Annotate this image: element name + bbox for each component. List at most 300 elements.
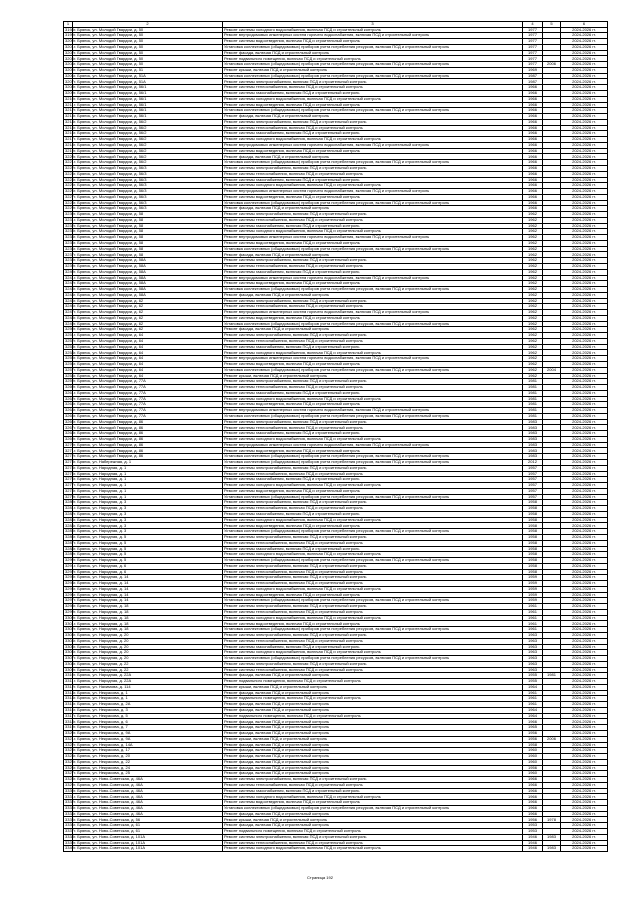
address: г. Брянск, ул. Молодой Гвардии, д. 50 (73, 50, 223, 56)
planned-period: 2024-2026 гг. (561, 558, 608, 564)
planned-period: 2024-2026 гг. (561, 408, 608, 414)
address: г. Брянск, ул. Молодой Гвардии, д. 77А (73, 385, 223, 391)
address: г. Брянск, ул. Народная, д. 5 (73, 534, 223, 540)
planned-period: 2024-2026 гг. (561, 667, 608, 673)
build-year: 1958 (523, 552, 543, 558)
work-type: Ремонт системы теплоснабжения, включая ПСД и строительный контроль (223, 581, 523, 587)
work-type: Ремонт системы холодного водоснабжения, включая ПСД и строительный контроль (223, 483, 523, 489)
address: г. Брянск, ул. Набережная, д. 1 (73, 460, 223, 466)
build-year: 1961 (523, 609, 543, 615)
row-number: 3233 (65, 228, 74, 234)
row-number: 3259 (65, 378, 74, 384)
planned-period: 2024-2026 гг. (561, 96, 608, 102)
work-type: Установка коллективных (общедомовых) приборов учета потребления ресурсов, включая ПСД и строительный контроль (223, 200, 523, 206)
row-number: 3213 (65, 113, 74, 119)
work-type: Ремонт системы газоснабжения, включая ПСД и строительный контроль (223, 344, 523, 350)
address: г. Брянск, ул. Молодой Гвардии, д. 86 (73, 442, 223, 448)
row-number: 3285 (65, 528, 74, 534)
work-type: Ремонт фасада, включая ПСД и строительный контроль (223, 771, 523, 777)
address: г. Брянск, ул. Молодой Гвардии, д. 58 (73, 252, 223, 258)
planned-period: 2024-2026 гг. (561, 292, 608, 298)
build-year: 1963 (523, 644, 543, 650)
build-year: 1963 (523, 661, 543, 667)
build-year: 1962 (523, 258, 543, 264)
work-type: Ремонт системы теплоснабжения, включая ПСД и строительный контроль (223, 569, 523, 575)
overhaul-year: 1978 (543, 817, 561, 823)
address: г. Брянск, ул. Народная, д. 3 (73, 517, 223, 523)
planned-period: 2024-2026 гг. (561, 829, 608, 835)
work-type: Ремонт системы холодного водоснабжения, включая ПСД и строительный контроль (223, 552, 523, 558)
build-year: 1962 (523, 281, 543, 287)
row-number: 3231 (65, 216, 74, 222)
address: г. Брянск, ул. Некрасова, д. 17 (73, 748, 223, 754)
address: г. Брянск, ул. Молодой Гвардии, д. 64 (73, 373, 223, 379)
address: г. Брянск, ул. Молодой Гвардии, д. 56/3 (73, 200, 223, 206)
row-number: 3225 (65, 182, 74, 188)
build-year: 1961 (523, 702, 543, 708)
planned-period: 2024-2026 гг. (561, 269, 608, 275)
row-number: 3273 (65, 459, 74, 465)
build-year: 1977 (523, 62, 543, 68)
work-type: Ремонт системы электроснабжения, включая ПСД и строительный контроль (223, 604, 523, 610)
address: г. Брянск, ул. Народная, д. 22 (73, 667, 223, 673)
work-type: Ремонт подвального помещения, включая ПСД и строительный контроль (223, 696, 523, 702)
work-type: Ремонт системы газоснабжения, включая ПСД и строительный контроль (223, 223, 523, 229)
address: г. Брянск, ул. Молодой Гвардии, д. 58А (73, 263, 223, 269)
row-number: 3332 (65, 799, 74, 805)
address: г. Брянск, ул. Народная, д. 14 (73, 575, 223, 581)
build-year: 1966 (523, 206, 543, 212)
work-type: Ремонт системы водоотведения, включая ПСД и строительный контроль (223, 402, 523, 408)
planned-period: 2024-2026 гг. (561, 385, 608, 391)
row-number: 3269 (65, 436, 74, 442)
work-type: Ремонт фасада, включая ПСД и строительный контроль (223, 748, 523, 754)
work-type: Ремонт системы водоотведения, включая ПСД и строительный контроль (223, 281, 523, 287)
row-number: 3286 (65, 534, 74, 540)
overhaul-year: 1983 (543, 834, 561, 840)
address: г. Брянск, ул. Молодой Гвардии, д. 56/2 (73, 142, 223, 148)
build-year: 1958 (523, 500, 543, 506)
row-number: 3329 (65, 781, 74, 787)
work-type: Ремонт системы водоотведения, включая ПСД и строительный контроль (223, 621, 523, 627)
row-number: 3239 (65, 263, 74, 269)
work-type: Ремонт фасада, включая ПСД и строительный контроль (223, 742, 523, 748)
build-year: 1955 (523, 673, 543, 679)
address: г. Брянск, ул. Некрасова, д. 22 (73, 759, 223, 765)
work-type: Ремонт системы холодного водоснабжения, включая ПСД и строительный контроль (223, 846, 523, 852)
work-type: Ремонт системы электроснабжения, включая ПСД и строительный контроль (223, 834, 523, 840)
planned-period: 2024-2026 гг. (561, 465, 608, 471)
build-year: 1962 (523, 362, 543, 368)
address: г. Брянск, ул. Некрасова, д. 6 (73, 719, 223, 725)
planned-period: 2024-2026 гг. (561, 396, 608, 402)
work-type: Ремонт системы электроснабжения, включая ПСД и строительный контроль (223, 258, 523, 264)
row-number: 3313 (65, 689, 74, 695)
build-year: 1960 (523, 754, 543, 760)
work-type: Ремонт системы электроснабжения, включая ПСД и строительный контроль (223, 465, 523, 471)
work-type: Ремонт системы водоотведения, включая ПСД и строительный контроль (223, 592, 523, 598)
build-year: 1962 (523, 298, 543, 304)
address: г. Брянск, ул. Народная, д. 1 (73, 494, 223, 500)
work-type: Ремонт системы газоснабжения, включая ПСД и строительный контроль (223, 477, 523, 483)
planned-period: 2024-2026 гг. (561, 235, 608, 241)
build-year: 1966 (523, 114, 543, 120)
planned-period: 2024-2026 гг. (561, 189, 608, 195)
row-number: 3308 (65, 660, 74, 666)
build-year: 1962 (523, 229, 543, 235)
address: г. Брянск, ул. Народная, д. 22А (73, 679, 223, 685)
work-type: Ремонт системы холодного водоснабжения, включая ПСД и строительный контроль (223, 396, 523, 402)
build-year: 1981 (523, 402, 543, 408)
build-year: 1981 (523, 379, 543, 385)
work-type: Ремонт системы электроснабжения, включая ПСД и строительный контроль (223, 333, 523, 339)
address: г. Брянск, ул. Молодой Гвардии, д. 62 (73, 304, 223, 310)
planned-period: 2024-2026 гг. (561, 79, 608, 85)
address: г. Брянск, ул. Народная, д. 1 (73, 465, 223, 471)
build-year: 1977 (523, 33, 543, 39)
row-number: 3209 (65, 90, 74, 96)
work-type: Ремонт системы теплоснабжения, включая ПСД и строительный контроль (223, 125, 523, 131)
row-number: 3222 (65, 165, 74, 171)
row-number: 3238 (65, 257, 74, 263)
row-number: 3314 (65, 695, 74, 701)
build-year: 1956 (523, 817, 543, 823)
table-row (64, 846, 608, 852)
row-number: 3257 (65, 366, 74, 372)
address: г. Брянск, ул. Молодой Гвардии, д. 51 (73, 67, 223, 73)
row-number: 3246 (65, 303, 74, 309)
planned-period: 2024-2026 гг. (561, 823, 608, 829)
address: г. Брянск, ул. Некрасова, д. 9А (73, 731, 223, 737)
work-type: Ремонт системы теплоснабжения, включая ПСД и строительный контроль (223, 385, 523, 391)
row-number: 3217 (65, 136, 74, 142)
column-number: 2 (73, 22, 223, 28)
address: г. Брянск, ул. Народная, д. 3 (73, 506, 223, 512)
work-type: Ремонт фасада, включая ПСД и строительный контроль (223, 50, 523, 56)
work-type: Ремонт системы теплоснабжения, включая ПСД и строительный контроль (223, 782, 523, 788)
work-type: Ремонт системы электроснабжения, включая ПСД и строительный контроль (223, 575, 523, 581)
address: г. Брянск, ул. Народная, д. 6 (73, 563, 223, 569)
address: г. Брянск, ул. Некрасова, д. 24 (73, 765, 223, 771)
address: г. Брянск, ул. Ново-Советская, д. 101А (73, 834, 223, 840)
overhaul-year: 2006 (543, 736, 561, 742)
build-year: 1957 (523, 471, 543, 477)
work-type: Ремонт системы теплоснабжения, включая ПСД и строительный контроль (223, 638, 523, 644)
column-number: 4 (523, 22, 543, 28)
row-number: 3333 (65, 805, 74, 811)
planned-period: 2024-2026 гг. (561, 609, 608, 615)
planned-period: 2024-2026 гг. (561, 131, 608, 137)
build-year: 1960 (523, 759, 543, 765)
row-number: 3260 (65, 384, 74, 390)
work-type: Ремонт системы электроснабжения, включая ПСД и строительный контроль (223, 165, 523, 171)
work-type: Ремонт системы электроснабжения, включая ПСД и строительный контроль (223, 379, 523, 385)
build-year: 1958 (523, 523, 543, 529)
work-type: Ремонт системы теплоснабжения, включая ПСД и строительный контроль (223, 667, 523, 673)
planned-period: 2024-2026 гг. (561, 846, 608, 852)
build-year: 1966 (523, 165, 543, 171)
address: г. Брянск, ул. Народная, д. 1 (73, 488, 223, 494)
work-type: Установка коллективных (общедомовых) приборов учета потребления ресурсов, включая ПСД и строительный контроль (223, 598, 523, 604)
build-year: 1958 (523, 506, 543, 512)
work-type: Ремонт системы газоснабжения, включая ПСД и строительный контроль (223, 431, 523, 437)
address: г. Брянск, ул. Молодой Гвардии, д. 58А (73, 287, 223, 293)
address: г. Брянск, ул. Народная, д. 14 (73, 581, 223, 587)
work-type: Установка коллективных (общедомовых) приборов учета потребления ресурсов, включая ПСД и строительный контроль (223, 287, 523, 293)
row-number: 3289 (65, 551, 74, 557)
address: г. Брянск, ул. Народная, д. 20 (73, 644, 223, 650)
row-number: 3302 (65, 626, 74, 632)
address: г. Брянск, ул. Молодой Гвардии, д. 77А (73, 390, 223, 396)
row-number: 3291 (65, 562, 74, 568)
address: г. Брянск, ул. Молодой Гвардии, д. 56/2 (73, 131, 223, 137)
row-number: 3288 (65, 545, 74, 551)
build-year: 1981 (523, 385, 543, 391)
address: г. Брянск, ул. Ново-Советская, д. 46А (73, 777, 223, 783)
build-year: 1962 (523, 263, 543, 269)
row-number: 3251 (65, 332, 74, 338)
planned-period: 2024-2026 гг. (561, 788, 608, 794)
build-year: 1966 (523, 96, 543, 102)
column-number: 6 (561, 22, 608, 28)
address: г. Брянск, ул. Молодой Гвардии, д. 86 (73, 448, 223, 454)
build-year: 1962 (523, 269, 543, 275)
build-year: 1958 (523, 558, 543, 564)
work-type: Установка коллективных (общедомовых) приборов учета потребления ресурсов, включая ПСД и строительный контроль (223, 460, 523, 466)
row-number: 3326 (65, 764, 74, 770)
row-number: 3336 (65, 822, 74, 828)
row-number: 3320 (65, 730, 74, 736)
row-number: 3298 (65, 603, 74, 609)
row-number: 3206 (65, 72, 74, 78)
planned-period: 2024-2026 гг. (561, 165, 608, 171)
address: г. Брянск, ул. Молодой Гвардии, д. 50 (73, 44, 223, 50)
row-number: 3325 (65, 758, 74, 764)
build-year: 1962 (523, 212, 543, 218)
planned-period: 2024-2026 гг. (561, 615, 608, 621)
row-number: 3202 (65, 49, 74, 55)
planned-period: 2024-2026 гг. (561, 217, 608, 223)
planned-period: 2024-2026 гг. (561, 108, 608, 114)
planned-period: 2024-2026 гг. (561, 702, 608, 708)
work-type: Ремонт фасада, включая ПСД и строительный контроль (223, 327, 523, 333)
build-year: 1956 (523, 765, 543, 771)
planned-period: 2024-2026 гг. (561, 344, 608, 350)
address: г. Брянск, ул. Народная, д. 20 (73, 656, 223, 662)
row-number: 3282 (65, 510, 74, 516)
work-type: Ремонт системы водоотведения, включая ПСД и строительный контроль (223, 102, 523, 108)
row-number: 3223 (65, 170, 74, 176)
planned-period: 2024-2026 гг. (561, 304, 608, 310)
row-number: 3200 (65, 38, 74, 44)
address: г. Брянск, ул. Молодой Гвардии, д. 77А (73, 402, 223, 408)
row-number: 3310 (65, 672, 74, 678)
address: г. Брянск, ул. Молодой Гвардии, д. 64 (73, 367, 223, 373)
address: г. Брянск, ул. Ново-Советская, д. 101А (73, 840, 223, 846)
work-type: Ремонт подвального помещения, включая ПСД и строительный контроль (223, 679, 523, 685)
planned-period: 2024-2026 гг. (561, 263, 608, 269)
row-number: 3296 (65, 591, 74, 597)
build-year: 1983 (523, 436, 543, 442)
work-type: Ремонт системы водоотведения, включая ПСД и строительный контроль (223, 315, 523, 321)
work-type: Ремонт фасада, включая ПСД и строительный контроль (223, 690, 523, 696)
address: г. Брянск, ул. Народная, д. 18 (73, 609, 223, 615)
work-type: Ремонт системы теплоснабжения, включая ПСД и строительный контроль (223, 471, 523, 477)
address: г. Брянск, ул. Некрасова, д. 3 (73, 707, 223, 713)
build-year: 1964 (523, 707, 543, 713)
planned-period: 2024-2026 гг. (561, 425, 608, 431)
work-type: Ремонт системы электроснабжения, включая ПСД и строительный контроль (223, 79, 523, 85)
build-year: 1960 (523, 748, 543, 754)
row-number: 3279 (65, 493, 74, 499)
build-year: 1966 (523, 125, 543, 131)
row-number: 3241 (65, 274, 74, 280)
build-year: 1962 (523, 287, 543, 293)
address: г. Брянск, ул. Народная, д. 6 (73, 569, 223, 575)
address: г. Брянск, ул. Молодой Гвардии, д. 58 (73, 240, 223, 246)
build-year: 1966 (523, 108, 543, 114)
row-number: 3297 (65, 597, 74, 603)
planned-period: 2024-2026 гг. (561, 575, 608, 581)
address: г. Брянск, ул. Молодой Гвардии, д. 58А (73, 292, 223, 298)
planned-period: 2024-2026 гг. (561, 840, 608, 846)
work-type: Ремонт внутридомовых инженерных систем горячего водоснабжения, включая ПСД и строительный контроль (223, 442, 523, 448)
planned-period: 2024-2026 гг. (561, 212, 608, 218)
address: г. Брянск, ул. Молодой Гвардии, д. 58 (73, 235, 223, 241)
address: г. Брянск, ул. Молодой Гвардии, д. 58 (73, 246, 223, 252)
address: г. Брянск, ул. Ново-Советская, д. 46А (73, 788, 223, 794)
work-type: Ремонт внутридомовых инженерных систем горячего водоснабжения, включая ПСД и строительный контроль (223, 235, 523, 241)
build-year: 1966 (523, 137, 543, 143)
build-year: 1987 (523, 73, 543, 79)
planned-period: 2024-2026 гг. (561, 148, 608, 154)
build-year: 1946 (523, 834, 543, 840)
build-year: 2012 (523, 460, 543, 466)
build-year: 1953 (523, 829, 543, 835)
row-number: 3232 (65, 222, 74, 228)
row-number: 3278 (65, 487, 74, 493)
planned-period: 2024-2026 гг. (561, 171, 608, 177)
build-year: 1966 (523, 102, 543, 108)
row-number: 3258 (65, 372, 74, 378)
row-number: 3317 (65, 712, 74, 718)
planned-period: 2024-2026 гг. (561, 765, 608, 771)
address: г. Брянск, ул. Народная, д. 18 (73, 615, 223, 621)
row-number: 3214 (65, 118, 74, 124)
planned-period: 2024-2026 гг. (561, 281, 608, 287)
address: г. Брянск, ул. Народная, д. 5 (73, 540, 223, 546)
build-year: 1962 (523, 356, 543, 362)
row-number: 3248 (65, 314, 74, 320)
work-type: Ремонт системы газоснабжения, включая ПСД и строительный контроль (223, 644, 523, 650)
row-number: 3219 (65, 147, 74, 153)
row-number: 3339 (65, 839, 74, 845)
work-type: Ремонт фасада, включая ПСД и строительный контроль (223, 292, 523, 298)
planned-period: 2024-2026 гг. (561, 350, 608, 356)
address: г. Брянск, ул. Молодой Гвардии, д. 51А (73, 79, 223, 85)
work-type: Ремонт системы холодного водоснабжения, включая ПСД и строительный контроль (223, 27, 523, 33)
work-type: Ремонт фасада, включая ПСД и строительный контроль (223, 823, 523, 829)
address: г. Брянск, ул. Молодой Гвардии, д. 86 (73, 431, 223, 437)
planned-period: 2024-2026 гг. (561, 448, 608, 454)
address: г. Брянск, ул. Народная, д. 5 (73, 552, 223, 558)
work-type: Ремонт системы газоснабжения, включая ПСД и строительный контроль (223, 177, 523, 183)
row-number: 3224 (65, 176, 74, 182)
row-number: 3243 (65, 286, 74, 292)
address: г. Брянск, ул. Народная, д. 1 (73, 483, 223, 489)
planned-period: 2024-2026 гг. (561, 673, 608, 679)
planned-period: 2024-2026 гг. (561, 431, 608, 437)
address: г. Брянск, ул. Молодой Гвардии, д. 62 (73, 315, 223, 321)
row-number: 3316 (65, 707, 74, 713)
work-type: Установка коллективных (общедомовых) приборов учета потребления ресурсов, включая ПСД и строительный контроль (223, 62, 523, 68)
row-number: 3311 (65, 678, 74, 684)
build-year: 1983 (523, 419, 543, 425)
row-number: 3212 (65, 107, 74, 113)
row-number: 3280 (65, 499, 74, 505)
planned-period: 2024-2026 гг. (561, 759, 608, 765)
row-number: 3306 (65, 649, 74, 655)
planned-period: 2024-2026 гг. (561, 194, 608, 200)
address: г. Брянск, ул. Народная, д. 20 (73, 632, 223, 638)
work-type: Ремонт системы водоотведения, включая ПСД и строительный контроль (223, 362, 523, 368)
row-number: 3215 (65, 124, 74, 130)
work-type: Ремонт системы водоотведения, включая ПСД и строительный контроль (223, 39, 523, 45)
work-type: Ремонт крыши, включая ПСД и строительный контроль (223, 373, 523, 379)
row-number: 3322 (65, 741, 74, 747)
program-table-sheet (63, 21, 607, 852)
planned-period: 2024-2026 гг. (561, 586, 608, 592)
build-year: 1987 (523, 79, 543, 85)
build-year: 1966 (523, 148, 543, 154)
address: г. Брянск, ул. Ново-Советская, д. 46А (73, 811, 223, 817)
planned-period: 2024-2026 гг. (561, 794, 608, 800)
row-number: 3229 (65, 205, 74, 211)
build-year: 1959 (523, 592, 543, 598)
build-year: 1963 (523, 656, 543, 662)
address: г. Брянск, ул. Народная, д. 1 (73, 477, 223, 483)
build-year: 1962 (523, 304, 543, 310)
address: г. Брянск, ул. Народная, д. 14 (73, 586, 223, 592)
address: г. Брянск, ул. Некрасова, д. 9А (73, 736, 223, 742)
build-year: 1953 (523, 823, 543, 829)
planned-period: 2024-2026 гг. (561, 534, 608, 540)
build-year: 1958 (523, 529, 543, 535)
build-year: 1957 (523, 488, 543, 494)
planned-period: 2024-2026 гг. (561, 707, 608, 713)
build-year: 1946 (523, 846, 543, 852)
row-number: 3270 (65, 441, 74, 447)
work-type: Ремонт системы водоотведения, включая ПСД и строительный контроль (223, 800, 523, 806)
build-year: 1981 (523, 396, 543, 402)
work-type: Ремонт внутридомовых инженерных систем горячего водоснабжения, включая ПСД и строительный контроль (223, 275, 523, 281)
row-number: 3292 (65, 568, 74, 574)
planned-period: 2024-2026 гг. (561, 754, 608, 760)
build-year: 1955 (523, 679, 543, 685)
row-number: 3303 (65, 632, 74, 638)
build-year: 1963 (523, 667, 543, 673)
work-type: Ремонт системы газоснабжения, включая ПСД и строительный контроль (223, 546, 523, 552)
planned-period: 2024-2026 гг. (561, 114, 608, 120)
planned-period: 2024-2026 гг. (561, 119, 608, 125)
work-type: Ремонт системы водоотведения, включая ПСД и строительный контроль (223, 148, 523, 154)
address: г. Брянск, ул. Некрасова, д. 1 (73, 696, 223, 702)
planned-period: 2024-2026 гг. (561, 367, 608, 373)
row-number: 3295 (65, 585, 74, 591)
work-type: Ремонт системы электроснабжения, включая ПСД и строительный контроль (223, 563, 523, 569)
overhaul-year: 2004 (543, 367, 561, 373)
planned-period: 2024-2026 гг. (561, 656, 608, 662)
